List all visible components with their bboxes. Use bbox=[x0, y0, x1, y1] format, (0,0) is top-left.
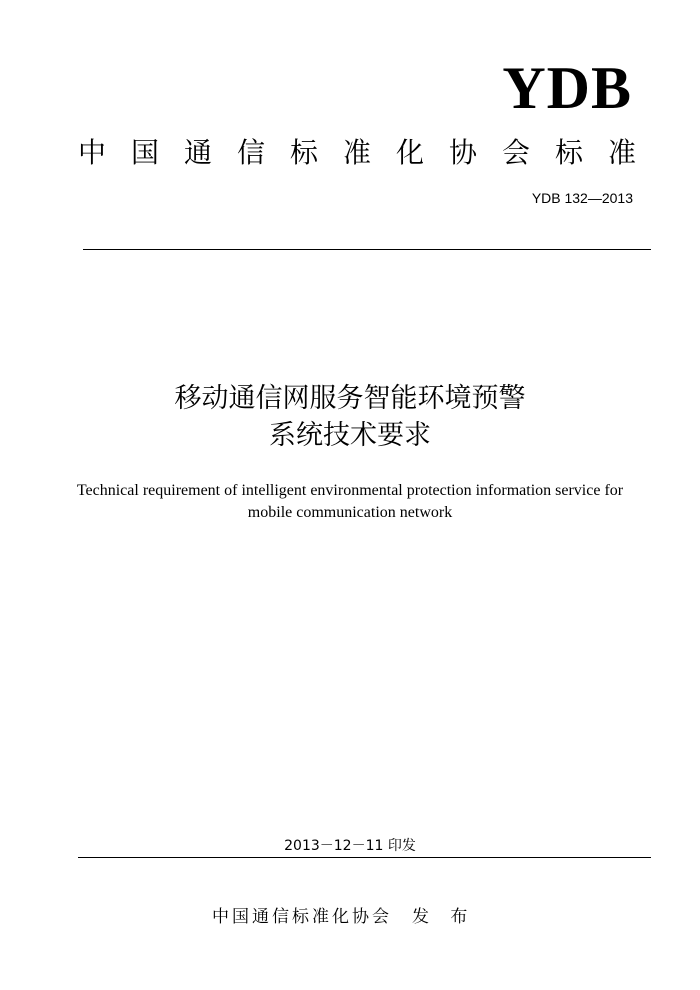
top-divider bbox=[83, 249, 651, 250]
english-title-line-2: mobile communication network bbox=[247, 504, 453, 521]
publisher bbox=[212, 902, 475, 927]
org-standard-title: 中国通信标准化协会标准 bbox=[78, 136, 662, 169]
publisher-name: 中国通信标准化协会 bbox=[212, 907, 392, 927]
issue-date: 2013－12－11 印发 bbox=[284, 838, 416, 854]
bottom-divider bbox=[78, 857, 651, 858]
chinese-title-line-2: 系统技术要求 bbox=[269, 420, 431, 451]
standard-code: YDB 132—2013 bbox=[531, 190, 633, 206]
chinese-title bbox=[0, 380, 700, 454]
chinese-title-line-1: 移动通信网服务智能环境预警 bbox=[174, 383, 526, 414]
ydb-logo: YDB bbox=[502, 55, 632, 121]
english-title bbox=[30, 480, 670, 524]
english-title-line-1: Technical requirement of intelligent environmental protection information service for bbox=[76, 482, 624, 499]
publish-verb: 发 布 bbox=[412, 907, 476, 927]
